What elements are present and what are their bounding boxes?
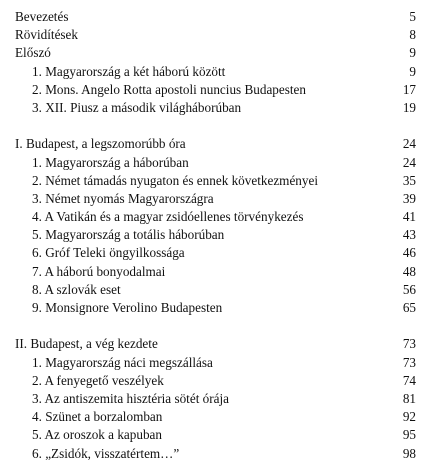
toc-entry-page-number: 24	[402, 154, 416, 170]
toc-heading	[15, 335, 416, 353]
toc-entry	[15, 172, 416, 190]
toc-entry-page-number: 74	[402, 372, 416, 388]
toc-entry-title: 1. Magyarország náci megszállása	[32, 354, 213, 370]
toc-entry	[15, 63, 416, 81]
toc-entry-page-number: 65	[402, 300, 416, 315]
toc-entry-title: 3. Német nyomás Magyarországra	[32, 190, 214, 206]
toc-entry-title: 4. Szünet a borzalomban	[32, 409, 163, 425]
toc-entry-title: 6. „Zsidók, visszatértem…”	[32, 445, 180, 461]
toc-entry-title: 3. XII. Piusz a második világháborúban	[32, 99, 242, 115]
toc-entry	[15, 372, 416, 390]
toc-entry-title: 3. Az antiszemita hisztéria sötét órája	[32, 390, 230, 406]
toc-entry-page-number: 5	[409, 9, 416, 24]
toc-entry	[15, 390, 416, 408]
toc-entry-page-number: 46	[402, 245, 416, 261]
toc-entry-title: I. Budapest, a legszomorúbb óra	[15, 136, 186, 152]
toc-entry-title: Bevezetés	[15, 9, 69, 24]
toc-entry-title: 5. Magyarország a totális háborúban	[32, 227, 225, 243]
toc-entry	[15, 281, 416, 299]
toc-entry-page-number: 39	[402, 190, 416, 206]
toc-section-part-2	[15, 335, 416, 462]
toc-heading	[15, 44, 416, 62]
toc-entry-title: 2. Német támadás nyugaton és ennek következményei	[32, 172, 318, 188]
toc-entry-title: 1. Magyarország a háborúban	[32, 154, 189, 170]
toc-entry-page-number: 73	[402, 354, 416, 370]
toc-entry-page-number: 81	[402, 390, 416, 406]
toc-entry-title: 2. Mons. Angelo Rotta apostoli nuncius Budapesten	[32, 81, 306, 97]
toc-entry	[15, 263, 416, 281]
toc-section-front	[15, 8, 416, 117]
toc-entry-title: 7. A háború bonyodalmai	[32, 263, 166, 279]
toc-entry	[15, 154, 416, 172]
toc-section-part-1	[15, 135, 416, 317]
toc-entry-page-number: 95	[402, 427, 416, 443]
toc-entry-page-number: 35	[402, 172, 416, 188]
toc-heading	[15, 26, 416, 44]
toc-entry-title: 2. A fenyegető veszélyek	[32, 372, 164, 388]
toc-entry-page-number: 43	[402, 227, 416, 243]
toc-entry	[15, 81, 416, 99]
toc-entry-page-number: 9	[409, 63, 416, 79]
toc-entry-page-number: 19	[402, 99, 416, 115]
toc-entry-page-number: 24	[402, 136, 416, 152]
toc-entry	[15, 226, 416, 244]
toc-entry-page-number: 92	[402, 409, 416, 425]
toc-entry	[15, 208, 416, 226]
toc-entry	[15, 190, 416, 208]
toc-entry-title: 8. A szlovák eset	[32, 281, 121, 297]
toc-entry-title: Rövidítések	[15, 27, 79, 43]
toc-entry	[15, 408, 416, 426]
toc-entry-page-number: 9	[409, 45, 416, 61]
toc-entry-title: II. Budapest, a vég kezdete	[15, 336, 158, 352]
toc-entry	[15, 445, 416, 463]
toc-entry-title: 6. Gróf Teleki öngyilkossága	[32, 245, 185, 261]
toc-heading	[15, 135, 416, 153]
toc-entry-page-number: 73	[402, 336, 416, 352]
toc-entry	[15, 99, 416, 117]
toc-entry-page-number: 48	[402, 263, 416, 279]
toc-entry-title: Előszó	[15, 45, 51, 61]
toc-entry-page-number: 98	[402, 445, 416, 461]
toc-entry-title: 1. Magyarország a két háború között	[32, 63, 226, 79]
toc-entry-title: 5. Az oroszok a kapuban	[32, 427, 163, 443]
section-gap	[15, 117, 416, 135]
toc-heading	[15, 8, 416, 26]
toc-entry-page-number: 56	[402, 281, 416, 297]
toc-entry-title: 9. Monsignore Verolino Budapesten	[32, 300, 223, 315]
toc-entry-page-number: 41	[402, 209, 416, 225]
section-gap	[15, 317, 416, 335]
toc-entry	[15, 244, 416, 262]
toc-entry	[15, 354, 416, 372]
toc-entry-page-number: 8	[409, 27, 416, 43]
toc-entry	[15, 426, 416, 444]
toc-entry-title: 4. A Vatikán és a magyar zsidóellenes törvénykezés	[32, 209, 304, 225]
toc-entry	[15, 299, 416, 317]
table-of-contents	[15, 8, 416, 463]
toc-entry-page-number: 17	[402, 81, 416, 97]
